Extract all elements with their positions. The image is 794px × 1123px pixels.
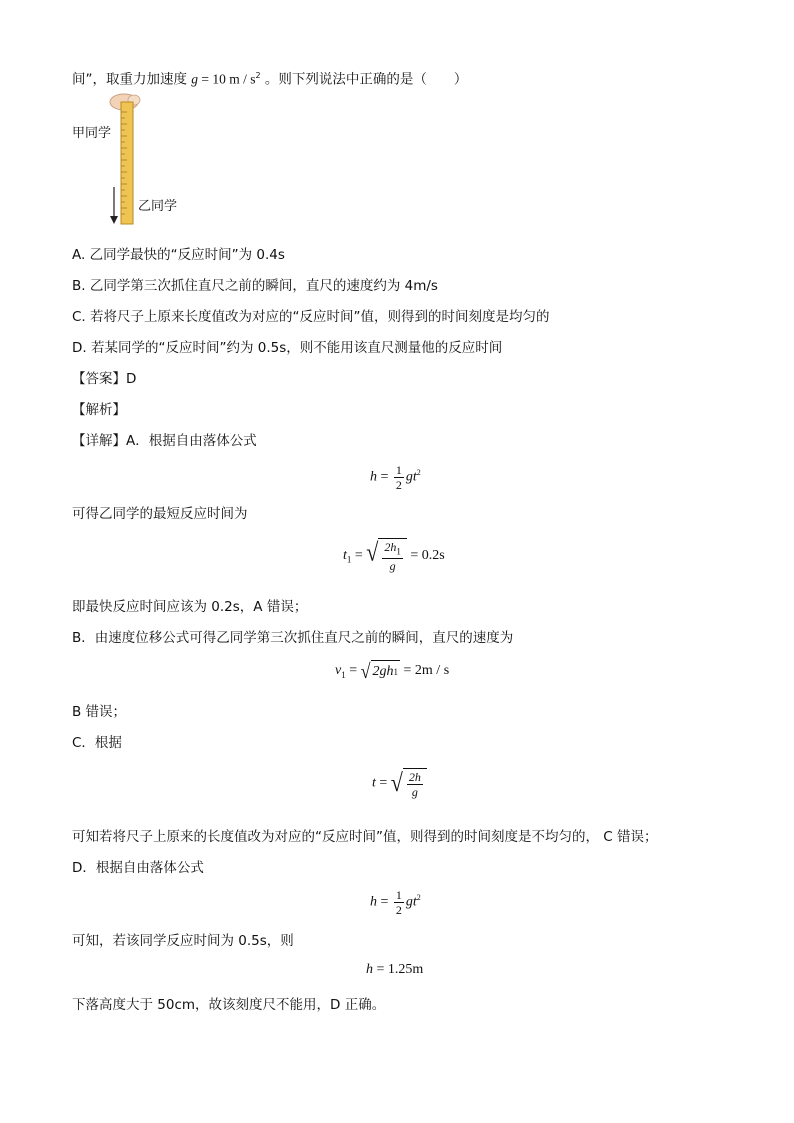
f1-den: 2: [395, 478, 402, 492]
f2-lhs-sub: 1: [346, 554, 352, 565]
f1-exp: 2: [416, 468, 421, 478]
option-c: C. 若将尺子上原来长度值改为对应的“反应时间”值，则得到的时间刻度是均匀的: [72, 309, 550, 325]
formula-time: [372, 768, 427, 799]
f4-lhs: t: [372, 775, 376, 791]
f2-num: 2h: [384, 540, 397, 554]
f5-den: 2: [395, 903, 402, 917]
f2-den: g: [389, 559, 396, 574]
f3-lhs-sub: 1: [341, 670, 346, 681]
stem-suffix: 。则下列说法中正确的是（ ）: [260, 71, 468, 88]
analysis-title: 【解析】: [72, 402, 126, 418]
f3-result: = 2m / s: [400, 663, 450, 679]
f2-sqrt: [366, 538, 407, 573]
f2-eq: =: [351, 547, 367, 563]
explanation-b-intro: B．由速度位移公式可得乙同学第三次抓住直尺之前的瞬间，直尺的速度为: [72, 630, 514, 646]
label-student-yi: 乙同学: [138, 199, 178, 214]
explanation-a-result-intro: 可得乙同学的最短反应时间为: [72, 506, 248, 522]
explanation-d-intro: D．根据自由落体公式: [72, 860, 204, 876]
explanation-c-intro: C．根据: [72, 735, 122, 751]
radical-sign: √: [390, 767, 403, 797]
formula-free-fall-1: [370, 463, 421, 492]
f6-eq: =: [373, 962, 388, 977]
question-stem: [72, 67, 467, 89]
formula-free-fall-2: [370, 888, 421, 917]
f2-num-sub: 1: [396, 546, 401, 557]
explanation-d-result-intro: 可知，若该同学反应时间为 0.5s，则: [72, 933, 294, 949]
f6-lhs: h: [366, 962, 373, 977]
f1-fraction: [394, 463, 404, 492]
f3-radicand: 2gh: [372, 664, 394, 679]
f2-lhs: t: [343, 547, 347, 563]
f4-num: 2h: [408, 770, 421, 784]
formula-velocity: [335, 660, 449, 682]
f1-num: 1: [395, 463, 402, 477]
f2-result: = 0.2s: [406, 547, 445, 563]
f1-lhs: h: [370, 469, 377, 485]
f4-den: g: [411, 785, 418, 799]
option-b: B. 乙同学第三次抓住直尺之前的瞬间，直尺的速度约为 4m/s: [72, 278, 438, 294]
f5-exp: 2: [416, 893, 421, 903]
f5-lhs: h: [370, 894, 377, 910]
radical-sign: √: [366, 537, 379, 567]
label-student-jia: 甲同学: [72, 126, 112, 141]
option-d: D. 若某同学的“反应时间”约为 0.5s，则不能用该直尺测量他的反应时间: [72, 340, 503, 356]
g-exponent: 2: [255, 71, 261, 80]
explanation-b-conclusion: B 错误；: [72, 704, 127, 720]
f1-rhs: gt: [405, 469, 417, 485]
f3-eq: =: [345, 663, 361, 679]
f3-sqrt: [361, 660, 400, 682]
stem-prefix: 间”，取重力加速度: [72, 71, 192, 88]
explanation-c-conclusion: 可知若将尺子上原来的长度值改为对应的“反应时间”值，则得到的时间刻度是不均匀的， C 错误；: [72, 829, 658, 845]
f4-sqrt: [391, 768, 427, 799]
ruler-figure: [72, 92, 192, 232]
explanation-a-intro: 【详解】A．根据自由落体公式: [72, 433, 257, 449]
explanation-d-conclusion: 下落高度大于 50cm，故该刻度尺不能用，D 正确。: [72, 997, 386, 1013]
f5-num: 1: [395, 888, 402, 902]
f3-lhs: v: [335, 663, 342, 679]
formula-height: [366, 962, 423, 978]
f5-rhs: gt: [405, 894, 417, 910]
f5-eq: =: [377, 894, 392, 910]
f5-fraction: [394, 888, 404, 917]
g-symbol: g: [191, 71, 199, 87]
f3-radicand-sub: 1: [393, 667, 399, 677]
explanation-a-conclusion: 即最快反应时间应该为 0.2s，A 错误；: [72, 599, 308, 615]
f4-eq: =: [375, 775, 391, 791]
g-value: = 10 m / s: [198, 71, 256, 87]
answer-line: 【答案】D: [72, 371, 137, 387]
radical-sign: √: [360, 659, 371, 683]
f6-result: 1.25m: [387, 962, 424, 977]
f1-eq: =: [377, 469, 392, 485]
option-a: A. 乙同学最快的“反应时间”为 0.4s: [72, 247, 285, 263]
formula-reaction-time: [343, 538, 445, 573]
